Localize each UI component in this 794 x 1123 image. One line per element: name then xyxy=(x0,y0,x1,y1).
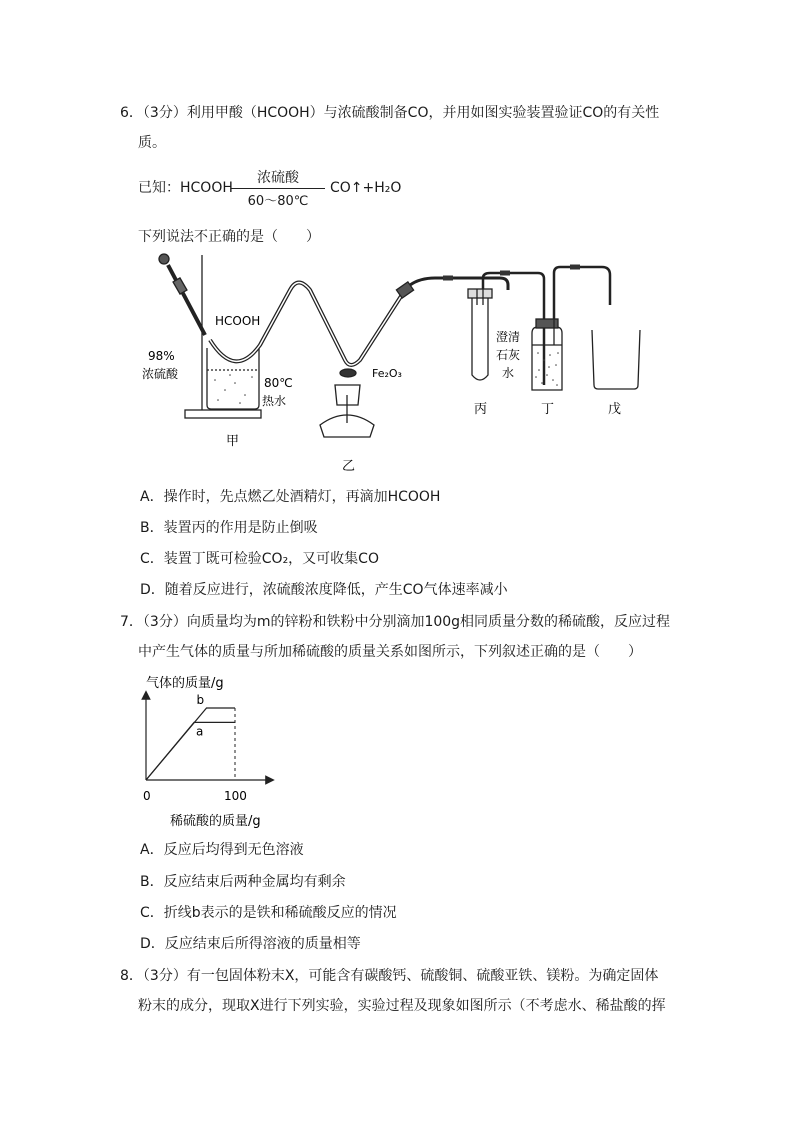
label-wu: 戊 xyxy=(608,402,622,417)
q8-stem-line1: 8．（3分）有一包固体粉末X，可能含有碳酸钙、硫酸铜、硫酸亚铁、镁粉。为确定固体 xyxy=(120,968,659,984)
q7-option-a: A．反应后均得到无色溶液 xyxy=(140,842,304,858)
q7-x-axis-label: 稀硫酸的质量/g xyxy=(170,814,261,829)
label-jia: 甲 xyxy=(226,434,240,449)
test-tube-bing xyxy=(472,297,488,380)
label-acid: 浓硫酸 xyxy=(142,367,179,381)
label-bing: 丙 xyxy=(474,402,488,417)
label-yi: 乙 xyxy=(342,459,356,474)
q7-series-label-a: a xyxy=(196,724,204,739)
q6-known-prefix: 已知：HCOOH xyxy=(138,180,233,196)
q6-option-a: A．操作时，先点燃乙处酒精灯，再滴加HCOOH xyxy=(140,489,441,505)
iron-stand-base xyxy=(185,410,261,418)
q7-series-line-a xyxy=(146,722,235,780)
q7-option-d: D．反应结束后所得溶液的质量相等 xyxy=(140,936,361,952)
limewater-dots xyxy=(535,352,559,386)
q7-option-c: C．折线b表示的是铁和稀硫酸反应的情况 xyxy=(140,905,397,921)
q6-condition-top: 浓硫酸 xyxy=(257,170,299,186)
q6-option-b: B．装置丙的作用是防止倒吸 xyxy=(140,520,318,536)
q6-reaction-arrow-bar xyxy=(231,188,325,189)
label-acid-pct: 98% xyxy=(148,349,175,363)
label-limewater-2: 石灰 xyxy=(496,348,521,362)
q6-option-c: C．装置丁既可检验CO₂，又可收集CO xyxy=(140,551,379,567)
dropper-bulb xyxy=(159,254,169,264)
label-temp: 80℃ xyxy=(264,376,293,390)
q6-condition-bottom: 60～80℃ xyxy=(247,194,309,209)
q6-apparatus-figure xyxy=(140,245,650,480)
q7-stem-line1: 7．（3分）向质量均为m的锌粉和铁粉中分别滴加100g相同质量分数的稀硫酸，反应过程 xyxy=(120,614,671,630)
beaker-hatch xyxy=(214,374,253,404)
label-limewater-1: 澄清 xyxy=(496,330,521,344)
q6-stem-line1: 6．（3分）利用甲酸（HCOOH）与浓硫酸制备CO，并用如图实验装置验证CO的有关性 xyxy=(120,105,660,121)
label-limewater-3: 水 xyxy=(502,366,515,380)
q7-stem-line2: 中产生气体的质量与所加稀硫酸的质量关系如图所示，下列叙述正确的是（ ） xyxy=(138,644,642,660)
gas-bottle-ding xyxy=(532,327,562,390)
q8-stem-line2: 粉末的成分，现取X进行下列实验，实验过程及现象如图所示（不考虑水、稀盐酸的挥 xyxy=(138,998,666,1014)
q7-x-tick-100: 100 xyxy=(224,789,247,803)
q7-series-group xyxy=(146,693,235,780)
q7-x-tick-0: 0 xyxy=(143,789,151,803)
q7-series-label-b: b xyxy=(196,693,205,707)
q6-stem-line2: 质。 xyxy=(138,135,166,151)
beaker-wu xyxy=(592,330,640,389)
q7-y-axis-label: 气体的质量/g xyxy=(146,676,224,691)
q7-option-b: B．反应结束后两种金属均有剩余 xyxy=(140,874,346,890)
q6-option-d: D．随着反应进行，浓硫酸浓度降低，产生CO气体速率减小 xyxy=(140,582,508,598)
q7-series-line-b xyxy=(146,708,235,780)
label-hcooh: HCOOH xyxy=(215,314,261,328)
label-water: 热水 xyxy=(262,394,287,408)
label-fe2o3: Fe₂O₃ xyxy=(372,367,402,380)
label-ding: 丁 xyxy=(541,402,555,417)
q6-reaction-condition xyxy=(231,167,325,209)
q6-known-suffix: CO↑+H₂O xyxy=(330,180,402,196)
q6-question: 下列说法不正确的是（ ） xyxy=(138,229,320,245)
q7-chart xyxy=(130,665,290,835)
